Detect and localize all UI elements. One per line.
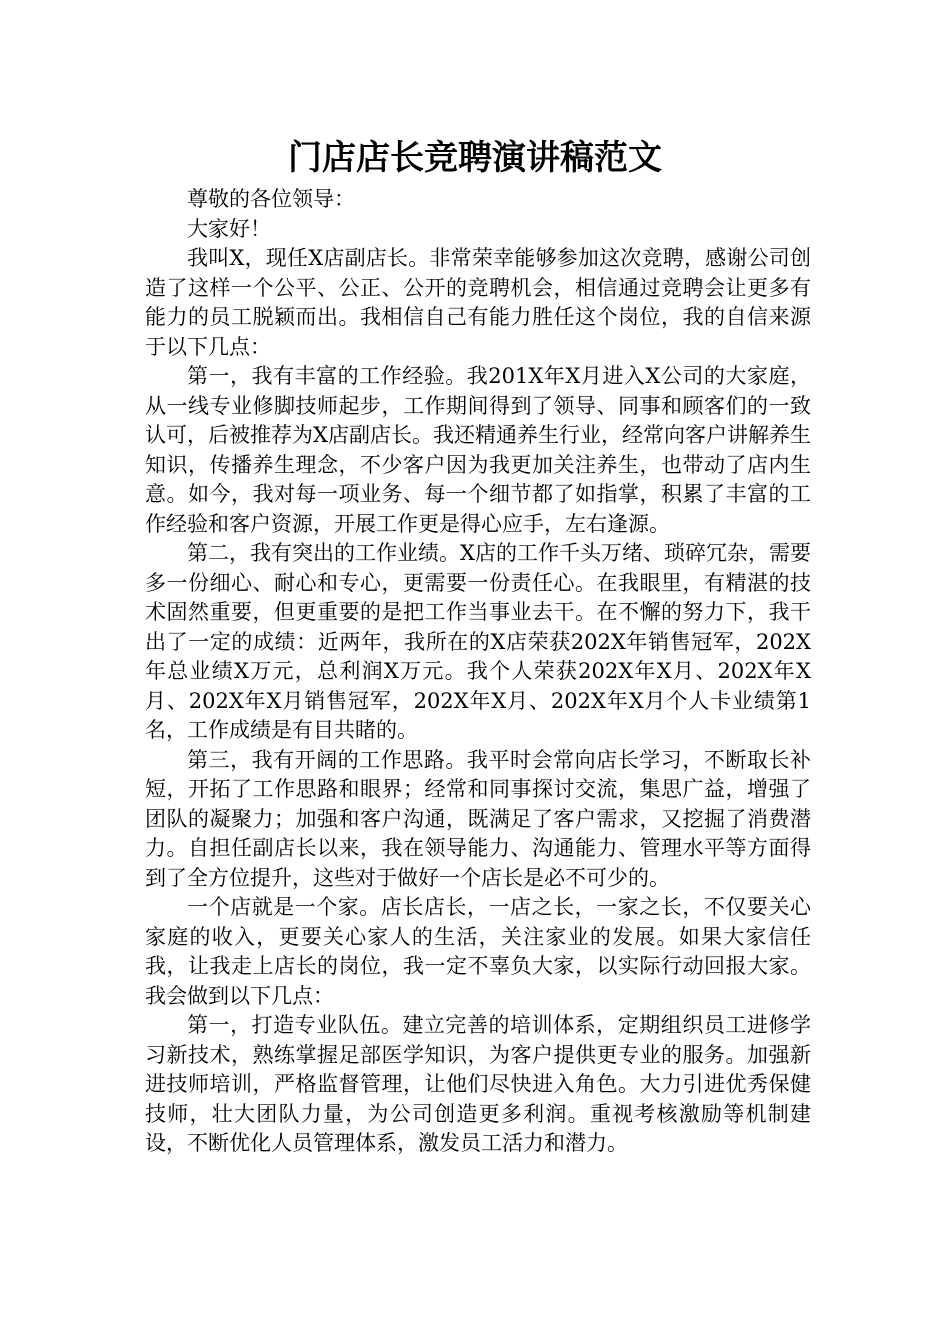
paragraph-store-as-family: 一个店就是一个家。店长店长，一店之长，一家之长，不仅要关心家庭的收入，更要关心家人的生活，关注家业的发展。如果大家信任我，让我走上店长的岗位，我一定不辜负大家，以实际行动回报大家。我会做到以下几点：: [145, 895, 811, 1008]
paragraph-experience: 第一，我有丰富的工作经验。我201X年X月进入X公司的大家庭，从一线专业修脚技师起步，工作期间得到了领导、同事和顾客们的一致认可，后被推荐为X店副店长。我还精通养生行业，经常向客户讲解养生知识，传播养生理念，不少客户因为我更加关注养生，也带动了店内生意。如今，我对每一项业务、每一个细节都了如指掌，积累了丰富的工作经验和客户资源，开展工作更是得心应手，左右逢源。: [145, 364, 811, 536]
paragraph-thinking: 第三，我有开阔的工作思路。我平时会常向店长学习，不断取长补短，开拓了工作思路和眼界；经常和同事探讨交流，集思广益，增强了团队的凝聚力；加强和客户沟通，既满足了客户需求，又挖掘了消费潜力。自担任副店长以来，我在领导能力、沟通能力、管理水平等方面得到了全方位提升，这些对于做好一个店长是必不可少的。: [145, 747, 811, 890]
document-body: [145, 185, 811, 1159]
paragraph-greeting: 大家好！: [187, 216, 271, 241]
paragraph-performance: 第二，我有突出的工作业绩。X店的工作千头万绪、琐碎冗杂，需要多一份细心、耐心和专心，更需要一份责任心。在我眼里，有精湛的技术固然重要，但更重要的是把工作当事业去干。在不懈的努力下，我干出了一定的成绩：近两年，我所在的X店荣获202X年销售冠军，202X年总业绩X万元，总利润X万元。我个人荣获202X年X月、202X年X月、202X年X月销售冠军，202X年X月、202X年X月个人卡业绩第1名，工作成绩是有目共睹的。: [145, 541, 811, 742]
paragraph-professional-team: 第一，打造专业队伍。建立完善的培训体系，定期组织员工进修学习新技术，熟练掌握足部医学知识，为客户提供更专业的服务。加强新进技师培训，严格监督管理，让他们尽快进入角色。大力引进优秀保健技师，壮大团队力量，为公司创造更多利润。重视考核激励等机制建设，不断优化人员管理体系，激发员工活力和潜力。: [145, 1013, 811, 1155]
paragraph-introduction: 我叫X，现任X店副店长。非常荣幸能够参加这次竞聘，感谢公司创造了这样一个公平、公正、公开的竞聘机会，相信通过竞聘会让更多有能力的员工脱颖而出。我相信自己有能力胜任这个岗位，我的自信来源于以下几点：: [145, 246, 811, 359]
paragraph-salutation: 尊敬的各位领导：: [187, 187, 355, 211]
document-title: 门店店长竞聘演讲稿范文: [288, 138, 662, 178]
